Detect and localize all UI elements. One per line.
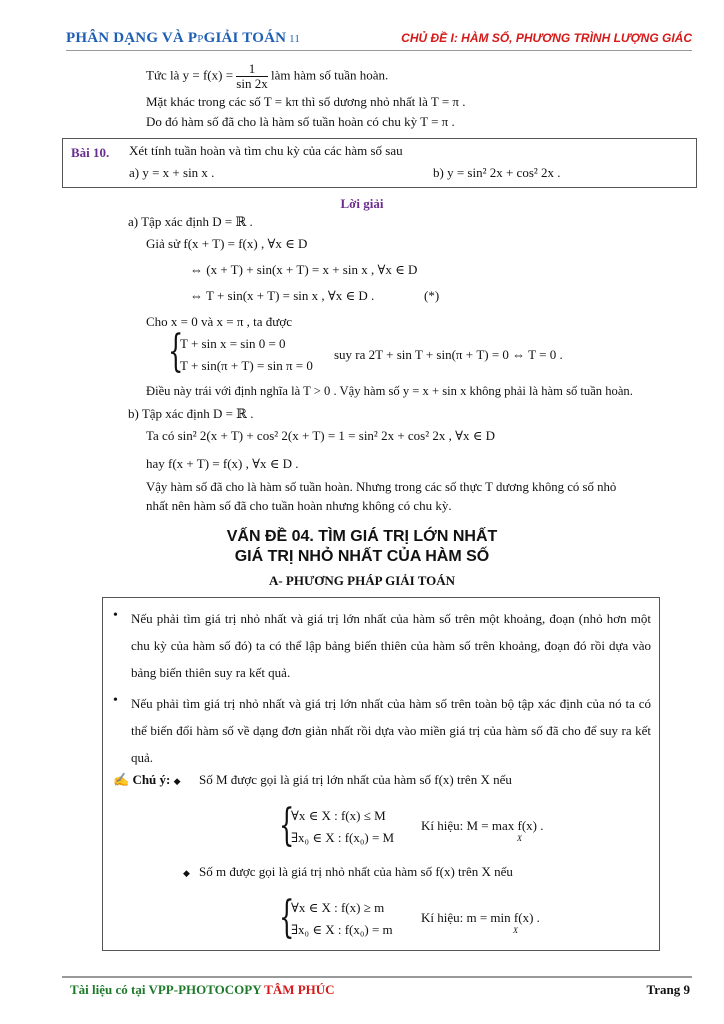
note-line: Số M được gọi là giá trị lớn nhất của hàm số f(x) trên X nếu xyxy=(199,772,512,787)
system-line: T + sin(π + T) = sin π = 0 xyxy=(180,358,313,373)
solution-line: Giả sử f(x + T) = f(x) , ∀x ∈ D xyxy=(146,236,308,251)
solution-line: ⇔ T + sin(x + T) = sin x , ∀x ∈ D . xyxy=(190,288,375,303)
page-header xyxy=(66,28,692,51)
solution-line: Ta có sin² 2(x + T) + cos² 2(x + T) = 1 = sin² 2x + cos² 2x , ∀x ∈ D xyxy=(146,428,495,443)
problem-label: Bài 10. xyxy=(71,145,110,160)
text-line: Mặt khác trong các số T = kπ thì số dương nhỏ nhất là T = π . xyxy=(146,94,466,109)
note-row: ✍ Chú ý: ◆ xyxy=(113,772,181,787)
header-book-title: PHÂN DẠNG VÀ PPGIẢI TOÁN 11 xyxy=(66,30,301,46)
problem-text: Xét tính tuần hoàn và tìm chu kỳ của các hàm số sau xyxy=(129,143,403,158)
pencil-icon: ✍ xyxy=(113,772,130,787)
solution-title: Lời giải xyxy=(340,196,384,211)
solution-line: suy ra 2T + sin T + sin(π + T) = 0 ⇔ T = 0 . xyxy=(334,347,563,362)
notation-line: Kí hiệu: M = max f(x) . xyxy=(421,818,544,833)
solution-line: nhất nên hàm số đã cho tuần hoàn nhưng không có chu kỳ. xyxy=(146,498,452,513)
note-line: Số m được gọi là giá trị nhỏ nhất của hàm số f(x) trên X nếu xyxy=(199,864,513,879)
text-line: Tức là y = f(x) = $\frac{1}{\sin 2x}$ làm hàm số tuần hoàn. xyxy=(146,61,389,91)
diamond-bullet-icon: ◆ xyxy=(173,776,181,786)
solution-line: b) Tập xác định D = ℝ . xyxy=(128,406,254,421)
solution-line: hay f(x + T) = f(x) , ∀x ∈ D . xyxy=(146,456,299,471)
problem-box xyxy=(62,138,697,188)
solution-line: a) Tập xác định D = ℝ . xyxy=(128,214,253,229)
problem-part-a: a) y = x + sin x . xyxy=(129,165,215,180)
section-title: VẤN ĐỀ 04. TÌM GIÁ TRỊ LỚN NHẤT xyxy=(226,528,498,545)
equation-tag: (*) xyxy=(424,288,440,303)
solution-line: Vậy hàm số đã cho là hàm số tuần hoàn. Nhưng trong các số thực T dương không có số nhỏ xyxy=(146,480,617,494)
system-line: ∃x₀ ∈ X : f(x₀) = M xyxy=(291,830,395,845)
system-brace: { xyxy=(279,892,295,943)
system-brace: { xyxy=(279,800,295,851)
footer-divider xyxy=(62,976,692,978)
solution-line: Cho x = 0 và x = π , ta được xyxy=(146,314,292,329)
section-subtitle: A- PHƯƠNG PHÁP GIẢI TOÁN xyxy=(268,573,456,588)
header-chapter-title: CHỦ ĐỀ I: HÀM SỐ, PHƯƠNG TRÌNH LƯỢNG GIÁC xyxy=(401,31,692,45)
system-line: T + sin x = sin 0 = 0 xyxy=(180,336,286,351)
problem-part-b: b) y = sin² 2x + cos² 2x . xyxy=(433,165,561,180)
bullet-icon: • xyxy=(113,693,118,708)
system-line: ∀x ∈ X : f(x) ≥ m xyxy=(291,900,385,915)
solution-line: ⇔ (x + T) + sin(x + T) = x + sin x , ∀x ∈ D xyxy=(190,262,418,277)
method-bullet: Nếu phải tìm giá trị nhỏ nhất và giá trị lớn nhất của hàm số trên toàn bộ tập xác định của nó ta có thể biến đổi hàm số về dạng đơn giản nhất rồi dựa vào miền giá trị của hàm số đã cho để suy ra kết quả. xyxy=(131,696,651,765)
system-brace: { xyxy=(168,326,184,377)
method-bullet: Nếu phải tìm giá trị nhỏ nhất và giá trị lớn nhất của hàm số trên một khoảng, đoạn (nhỏ hơn một chu kỳ của hàm số đó) ta có thể lập bảng biến thiên của hàm số trên khoảng, đoạn đó rồi dựa vào bảng biến thiên suy ra kết quả. xyxy=(131,611,651,680)
bullet-icon: • xyxy=(113,608,118,623)
notation-subscript: X xyxy=(513,926,518,935)
footer-source: Tài liệu có tại VPP-PHOTOCOPY TÂM PHÚC xyxy=(70,982,335,997)
system-line: ∃x₀ ∈ X : f(x₀) = m xyxy=(291,922,393,937)
solution-line: Điều này trái với định nghĩa là T > 0 . Vậy hàm số y = x + sin x không phải là hàm số tuần hoàn. xyxy=(146,384,633,398)
text-line: Do đó hàm số đã cho là hàm số tuần hoàn có chu kỳ T = π . xyxy=(146,114,455,129)
notation-subscript: X xyxy=(517,834,522,843)
method-box xyxy=(102,597,660,951)
system-line: ∀x ∈ X : f(x) ≤ M xyxy=(291,808,386,823)
diamond-bullet-icon: ◆ xyxy=(183,868,190,878)
page-number: Trang 9 xyxy=(646,982,690,997)
fraction: $\frac{1}{\sin 2x}$ xyxy=(236,61,268,91)
section-title: GIÁ TRỊ NHỎ NHẤT CỦA HÀM SỐ xyxy=(234,548,490,565)
notation-line: Kí hiệu: m = min f(x) . xyxy=(421,910,540,925)
